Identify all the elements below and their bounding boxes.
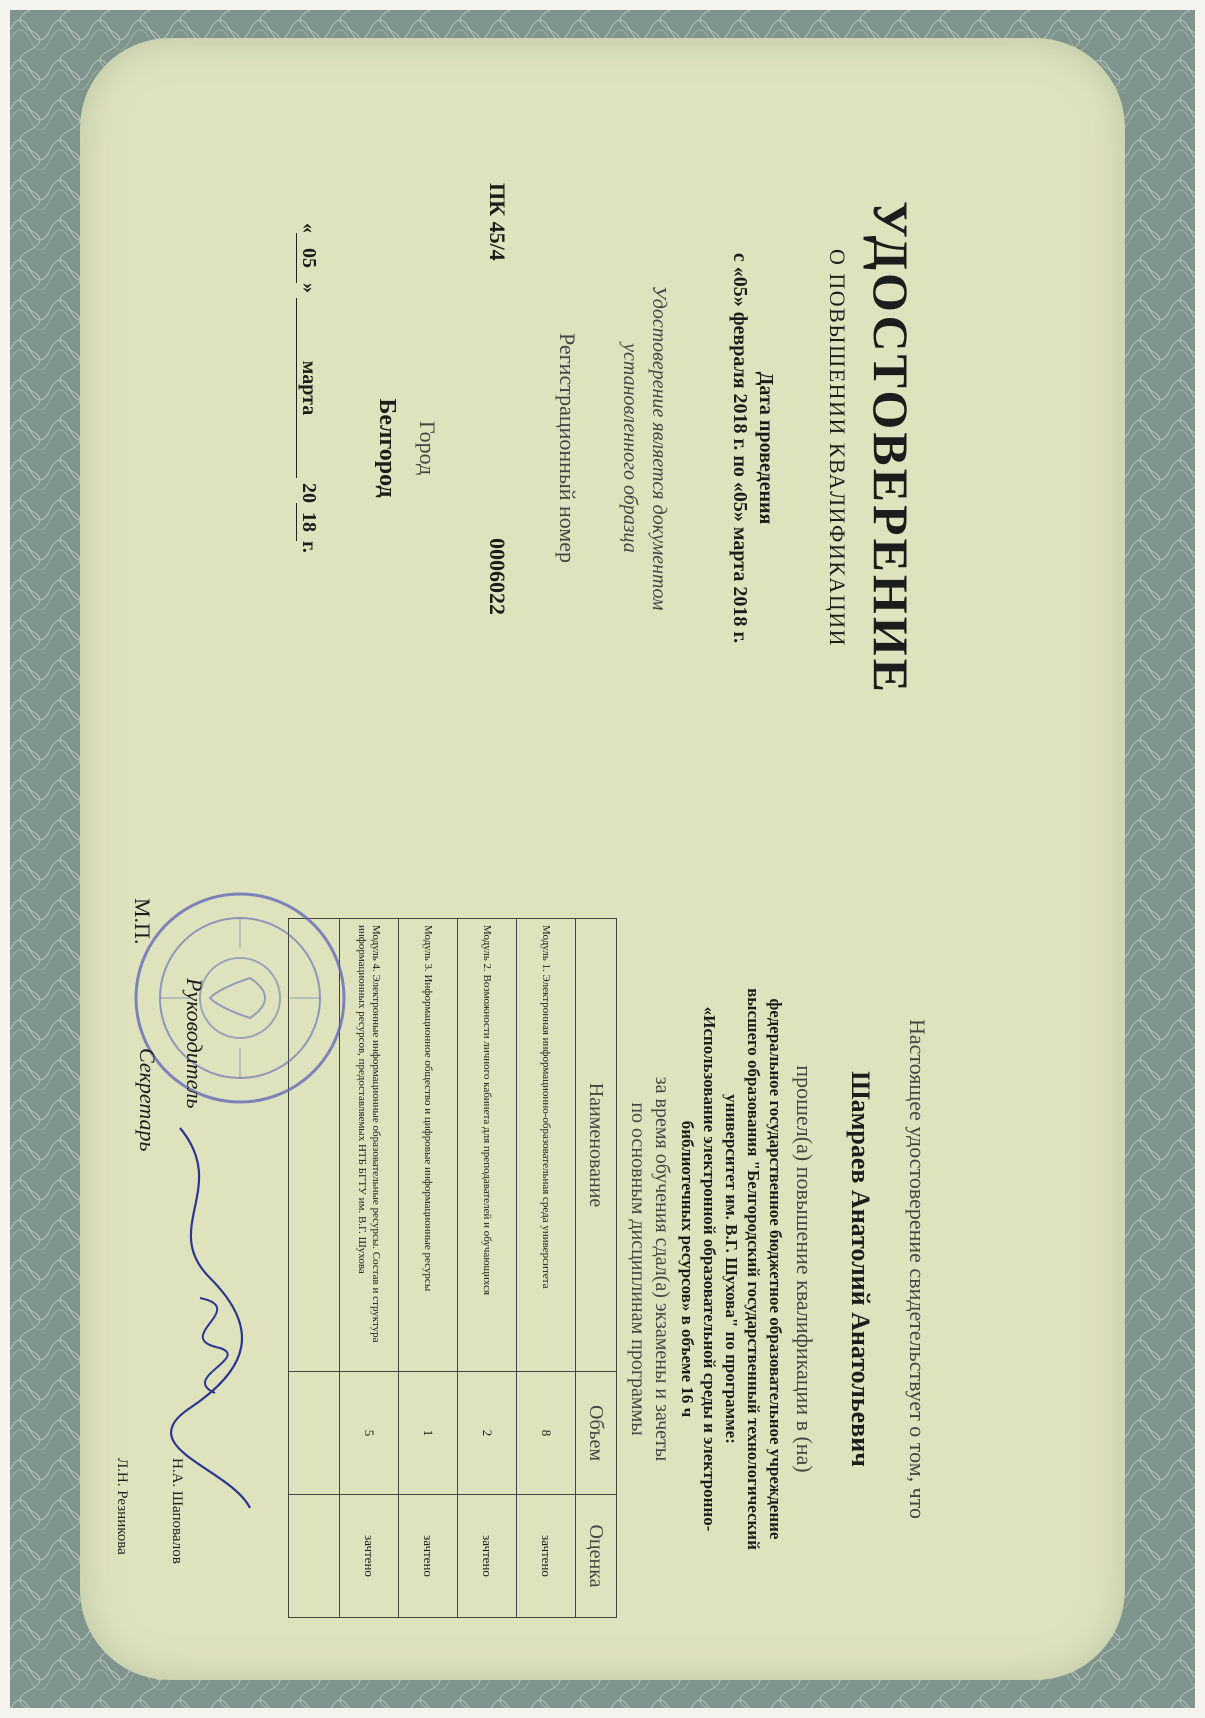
empty-cell [289, 1372, 340, 1495]
organization-line3: университет им. В.Г. Шухова" по программе: [722, 1094, 741, 1444]
exams-line1: за время обучения сдал(а) экзамены и зачеты [651, 1076, 673, 1462]
module-volume: 8 [517, 1372, 576, 1495]
module-grade: зачтено [517, 1495, 576, 1618]
stamp-place-label: М.П. [130, 898, 155, 945]
content-rotor [80, 38, 1125, 1680]
table-row [399, 919, 458, 1618]
secretary-name: Л.Н. Резникова [114, 1458, 130, 1555]
registration-number: 0006022 [485, 538, 510, 615]
module-name: Модуль 3. Информационное общество и цифровые информационные ресурсы [399, 919, 458, 1372]
certificate-content [80, 38, 1125, 1680]
city-label: Город [415, 420, 440, 476]
module-grade: зачтено [340, 1495, 399, 1618]
issue-open-quote: « [298, 223, 320, 233]
header-volume: Объем [576, 1372, 617, 1495]
header-grade: Оценка [576, 1495, 617, 1618]
program-line1: «Использование электронной образовательной среды и электронно- [700, 1006, 719, 1532]
registration-prefix: ПК 45/4 [485, 183, 510, 261]
table-row [458, 919, 517, 1618]
issue-month: марта [296, 298, 320, 478]
date-label: Дата проведения [755, 371, 777, 525]
date-range: с «05» февраля 2018 г. по «05» марта 2018 г. [729, 252, 751, 644]
city-value: Белгород [374, 398, 400, 498]
module-volume: 1 [399, 1372, 458, 1495]
table-row [517, 919, 576, 1618]
passed-text: прошел(а) повышение квалификации в (на) [792, 1065, 817, 1473]
head-signature-label: Руководитель [182, 978, 207, 1109]
issue-day: 05 [296, 233, 320, 283]
document-note-line1: Удостоверение является документом [648, 285, 670, 611]
recipient-name: Шамраев Анатолий Анатольевич [846, 1071, 875, 1467]
exams-line2: по основным дисциплинам программы [627, 1102, 649, 1436]
document-note-line2: установленного образца [619, 343, 641, 553]
document-subtitle: О ПОВЫШЕНИИ КВАЛИФИКАЦИИ [825, 249, 850, 647]
organization-line2: высшего образования "Белгородский государственный технологический [744, 988, 763, 1550]
table-header-row [576, 919, 617, 1618]
document-title: УДОСТОВЕРЕНИЕ [863, 201, 919, 695]
secretary-signature-label: Секретарь [135, 1048, 160, 1152]
empty-cell [289, 1495, 340, 1618]
issue-year-prefix: 20 [298, 483, 320, 503]
issue-year-suffix: 18 [296, 503, 320, 541]
issue-close-quote: » [298, 283, 320, 293]
module-volume: 2 [458, 1372, 517, 1495]
module-grade: зачтено [399, 1495, 458, 1618]
registration-label: Регистрационный номер [555, 332, 580, 564]
details-half [80, 858, 1125, 1680]
program-line2: библиотечных ресурсов» в объеме 16 ч [678, 1120, 697, 1418]
official-seal-icon [130, 888, 350, 1108]
head-name: Н.А. Шаповалов [169, 1458, 185, 1564]
cover-half [80, 38, 1125, 858]
module-name: Модуль 2. Возможности личного кабинета для преподавателей и обучающихся [458, 919, 517, 1372]
module-name: Модуль 4. Электронные информационные образовательные ресурсы. Состав и структура информационных ресурсов, предоставляемых НТБ БГТУ им. В.Г. Шухова [340, 919, 399, 1372]
module-grade: зачтено [458, 1495, 517, 1618]
issue-end: г. [298, 541, 320, 553]
issue-date [296, 223, 320, 553]
module-volume: 5 [340, 1372, 399, 1495]
header-name: Наименование [576, 919, 617, 1372]
intro-text: Настоящее удостоверение свидетельствует о том, что [905, 1018, 930, 1520]
module-name: Модуль 1. Электронная информационно-образовательная среда университета [517, 919, 576, 1372]
organization-line1: федеральное государственное бюджетное образовательное учреждение [766, 998, 785, 1540]
